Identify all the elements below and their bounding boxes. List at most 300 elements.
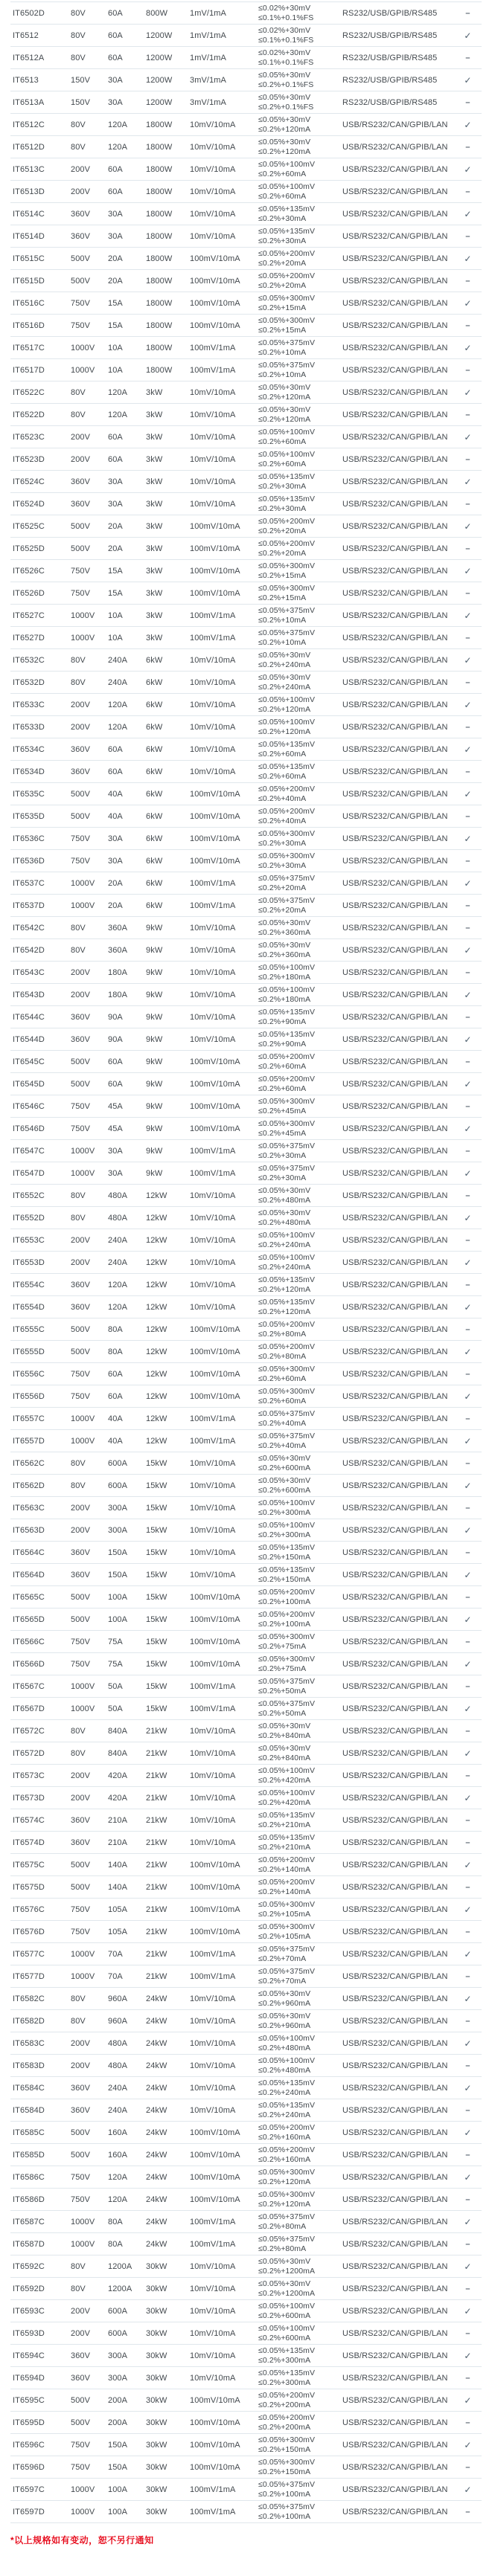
model-cell: IT6535D (13, 811, 45, 821)
voltage-cell: 500V (71, 2418, 91, 2427)
model-cell: IT6572C (13, 1726, 45, 1736)
power-cell: 12kW (146, 1280, 167, 1289)
power-cell: 21kW (146, 1860, 167, 1870)
table-row (10, 1363, 482, 1385)
interfaces-cell: USB/RS232/CAN/GPIB/LAN (342, 1659, 448, 1669)
power-cell: 1800W (146, 298, 173, 308)
model-cell: IT6533C (13, 700, 45, 709)
accuracy-cell (258, 985, 342, 1004)
accuracy-cell (258, 762, 342, 781)
check-icon: ✓ (464, 476, 472, 487)
dash-icon: – (465, 1414, 470, 1423)
dash-icon: – (465, 1548, 470, 1557)
check-icon: ✓ (464, 1301, 472, 1313)
check-icon: ✓ (464, 1391, 472, 1402)
model-cell: IT6534D (13, 767, 45, 776)
current-cell: 60A (108, 30, 123, 40)
accuracy-cell (258, 851, 342, 870)
model-cell: IT6594C (13, 2351, 45, 2360)
accuracy-current-line: ≤0.2%+105mA (258, 1931, 311, 1941)
power-cell: 9kW (146, 1057, 163, 1066)
resolution-cell: 100mV/1mA (190, 1436, 236, 1446)
current-cell: 100A (108, 2485, 128, 2494)
accuracy-current-line: ≤0.2%+180mA (258, 994, 311, 1004)
resolution-cell: 10mV/10mA (190, 945, 236, 955)
voltage-cell: 1000V (71, 2485, 95, 2494)
accuracy-current-line: ≤0.2%+30mA (258, 236, 307, 245)
power-cell: 3kW (146, 521, 163, 531)
voltage-cell: 1000V (71, 611, 95, 620)
resolution-cell: 10mV/10mA (190, 2016, 236, 2026)
interfaces-cell: USB/RS232/CAN/GPIB/LAN (342, 521, 448, 531)
table-row (10, 1318, 482, 1341)
accuracy-cell (258, 338, 342, 357)
voltage-cell: 500V (71, 1347, 91, 1356)
accuracy-cell (258, 2123, 342, 2142)
resolution-cell: 100mV/1mA (190, 1146, 236, 1156)
current-cell: 70A (108, 1949, 123, 1959)
voltage-cell: 80V (71, 410, 86, 419)
dash-icon: – (465, 1815, 470, 1825)
accuracy-current-line: ≤0.2%+20mA (258, 526, 307, 535)
model-cell: IT6517C (13, 343, 45, 352)
accuracy-cell (258, 2413, 342, 2432)
dash-icon: – (465, 2507, 470, 2517)
accuracy-cell (258, 1208, 342, 1227)
accuracy-current-line: ≤0.2%+30mA (258, 503, 307, 513)
accuracy-voltage-line: ≤0.05%+100mV (258, 1788, 316, 1797)
interfaces-cell: USB/RS232/CAN/GPIB/LAN (342, 276, 448, 286)
check-icon: ✓ (464, 253, 472, 264)
resolution-cell: 100mV/1mA (190, 2485, 236, 2494)
accuracy-voltage-line: ≤0.05%+30mV (258, 1476, 311, 1485)
voltage-cell: 500V (71, 1860, 91, 1870)
voltage-cell: 360V (71, 1034, 91, 1044)
accuracy-cell (258, 584, 342, 602)
accuracy-cell (258, 1699, 342, 1718)
interfaces-cell: RS232/USB/GPIB/RS485 (342, 30, 438, 40)
power-cell: 21kW (146, 1815, 167, 1825)
resolution-cell: 100mV/1mA (190, 365, 236, 375)
voltage-cell: 750V (71, 1637, 91, 1646)
accuracy-current-line: ≤0.2%+360mA (258, 950, 311, 959)
current-cell: 120A (108, 722, 128, 732)
table-row (10, 605, 482, 627)
resolution-cell: 100mV/10mA (190, 1659, 240, 1669)
voltage-cell: 360V (71, 1815, 91, 1825)
model-cell: IT6517D (13, 365, 45, 375)
accuracy-voltage-line: ≤0.05%+135mV (258, 495, 316, 503)
interfaces-cell: USB/RS232/CAN/GPIB/LAN (342, 1324, 448, 1334)
voltage-cell: 200V (71, 2328, 91, 2338)
current-cell: 30A (108, 477, 123, 486)
voltage-cell: 360V (71, 209, 91, 219)
model-cell: IT6577D (13, 1971, 45, 1981)
power-cell: 15kW (146, 1704, 167, 1713)
power-cell: 30kW (146, 2351, 167, 2360)
resolution-cell: 1mV/1mA (190, 30, 226, 40)
current-cell: 80A (108, 2217, 123, 2226)
power-cell: 3kW (146, 410, 163, 419)
accuracy-current-line: ≤0.2%+60mA (258, 1083, 307, 1093)
power-cell: 30kW (146, 2418, 167, 2427)
model-cell: IT6542C (13, 923, 45, 933)
voltage-cell: 750V (71, 1391, 91, 1401)
current-cell: 600A (108, 1481, 128, 1490)
voltage-cell: 200V (71, 187, 91, 196)
voltage-cell: 1000V (71, 1949, 95, 1959)
table-row (10, 1921, 482, 1943)
accuracy-voltage-line: ≤0.05%+300mV (258, 2458, 316, 2467)
accuracy-cell (258, 2458, 342, 2476)
dash-icon: – (465, 276, 470, 286)
power-cell: 9kW (146, 1124, 163, 1133)
table-row (10, 1653, 482, 1675)
power-cell: 6kW (146, 744, 163, 754)
voltage-cell: 150V (71, 75, 91, 85)
current-cell: 30A (108, 209, 123, 219)
power-cell: 800W (146, 8, 168, 18)
check-icon: ✓ (464, 1859, 472, 1870)
current-cell: 15A (108, 588, 123, 598)
accuracy-cell (258, 1900, 342, 1919)
accuracy-voltage-line: ≤0.05%+300mV (258, 2168, 316, 2177)
interfaces-cell: USB/RS232/CAN/GPIB/LAN (342, 2083, 448, 2093)
voltage-cell: 750V (71, 1927, 91, 1936)
accuracy-cell (258, 2078, 342, 2097)
table-row (10, 2322, 482, 2345)
table-row (10, 1742, 482, 1765)
accuracy-cell (258, 1253, 342, 1272)
voltage-cell: 360V (71, 2105, 91, 2115)
interfaces-cell: USB/RS232/CAN/GPIB/LAN (342, 209, 448, 219)
power-cell: 12kW (146, 1213, 167, 1223)
check-icon: ✓ (464, 1524, 472, 1536)
accuracy-current-line: ≤0.2%+30mA (258, 1173, 307, 1182)
resolution-cell: 100mV/1mA (190, 2507, 236, 2517)
resolution-cell: 10mV/10mA (190, 1213, 236, 1223)
model-cell: IT6576D (13, 1927, 45, 1936)
resolution-cell: 100mV/10mA (190, 2195, 240, 2204)
table-row (10, 2501, 482, 2523)
check-icon: ✓ (464, 1748, 472, 1759)
interfaces-cell: USB/RS232/CAN/GPIB/LAN (342, 343, 448, 352)
resolution-cell: 100mV/10mA (190, 1882, 240, 1892)
voltage-cell: 360V (71, 2351, 91, 2360)
current-cell: 600A (108, 2306, 128, 2316)
dash-icon: – (465, 365, 470, 375)
model-cell: IT6524C (13, 477, 45, 486)
table-row (10, 2144, 482, 2166)
model-cell: IT6593C (13, 2306, 45, 2316)
table-row (10, 1876, 482, 1899)
accuracy-current-line: ≤0.2%+840mA (258, 1730, 311, 1740)
dash-icon: – (465, 544, 470, 553)
check-icon: ✓ (464, 297, 472, 309)
power-cell: 21kW (146, 1949, 167, 1959)
table-row (10, 1809, 482, 1832)
accuracy-current-line: ≤0.2%+0.1%FS (258, 102, 314, 112)
accuracy-current-line: ≤0.2%+60mA (258, 1374, 307, 1383)
power-cell: 6kW (146, 789, 163, 799)
current-cell: 300A (108, 1503, 128, 1513)
model-cell: IT6573D (13, 1793, 45, 1803)
accuracy-current-line: ≤0.2%+30mA (258, 860, 307, 870)
resolution-cell: 10mV/10mA (190, 2261, 236, 2271)
resolution-cell: 10mV/10mA (190, 1235, 236, 1245)
resolution-cell: 100mV/1mA (190, 343, 236, 352)
current-cell: 30A (108, 75, 123, 85)
interfaces-cell: USB/RS232/CAN/GPIB/LAN (342, 2507, 448, 2517)
table-row (10, 1899, 482, 1921)
accuracy-voltage-line: ≤0.05%+30mV (258, 2012, 311, 2020)
accuracy-cell (258, 1588, 342, 1606)
resolution-cell: 10mV/10mA (190, 1034, 236, 1044)
resolution-cell: 10mV/10mA (190, 1258, 236, 1267)
table-row (10, 2233, 482, 2255)
current-cell: 160A (108, 2150, 128, 2160)
power-cell: 24kW (146, 2128, 167, 2137)
dash-icon: – (465, 856, 470, 866)
voltage-cell: 80V (71, 923, 86, 933)
current-cell: 150A (108, 2462, 128, 2472)
check-icon: ✓ (464, 1993, 472, 2004)
current-cell: 20A (108, 901, 123, 910)
table-row (10, 1564, 482, 1586)
model-cell: IT6555C (13, 1324, 45, 1334)
interfaces-cell: USB/RS232/CAN/GPIB/LAN (342, 588, 448, 598)
accuracy-current-line: ≤0.2%+840mA (258, 1753, 311, 1762)
current-cell: 20A (108, 878, 123, 888)
voltage-cell: 360V (71, 1838, 91, 1847)
interfaces-cell: USB/RS232/CAN/GPIB/LAN (342, 1726, 448, 1736)
check-icon: ✓ (464, 2484, 472, 2495)
accuracy-cell (258, 963, 342, 982)
voltage-cell: 200V (71, 454, 91, 464)
voltage-cell: 200V (71, 700, 91, 709)
power-cell: 9kW (146, 1012, 163, 1022)
accuracy-voltage-line: ≤0.05%+30mV (258, 1744, 311, 1753)
accuracy-current-line: ≤0.2%+15mA (258, 303, 307, 312)
table-row (10, 292, 482, 315)
accuracy-current-line: ≤0.2%+120mA (258, 1307, 311, 1316)
resolution-cell: 100mV/10mA (190, 276, 240, 286)
dash-icon: – (465, 2195, 470, 2204)
interfaces-cell: USB/RS232/CAN/GPIB/LAN (342, 700, 448, 709)
accuracy-current-line: ≤0.2%+1200mA (258, 2266, 316, 2276)
accuracy-voltage-line: ≤0.05%+375mV (258, 1677, 316, 1686)
model-cell: IT6567D (13, 1704, 45, 1713)
voltage-cell: 360V (71, 1012, 91, 1022)
current-cell: 90A (108, 1034, 123, 1044)
model-cell: IT6572D (13, 1748, 45, 1758)
check-icon: ✓ (464, 1948, 472, 1960)
accuracy-cell (258, 1722, 342, 1740)
resolution-cell: 10mV/10mA (190, 1012, 236, 1022)
model-cell: IT6536C (13, 834, 45, 843)
model-cell: IT6566D (13, 1659, 45, 1669)
resolution-cell: 10mV/10mA (190, 1280, 236, 1289)
accuracy-cell (258, 205, 342, 223)
accuracy-cell (258, 1766, 342, 1785)
current-cell: 15A (108, 566, 123, 576)
dash-icon: – (465, 1146, 470, 1156)
model-cell: IT6516D (13, 321, 45, 330)
voltage-cell: 1000V (71, 343, 95, 352)
model-cell: IT6565D (13, 1614, 45, 1624)
model-cell: IT6587C (13, 2217, 45, 2226)
accuracy-voltage-line: ≤0.05%+300mV (258, 294, 316, 303)
accuracy-cell (258, 1298, 342, 1316)
current-cell: 150A (108, 1548, 128, 1557)
resolution-cell: 100mV/10mA (190, 1124, 240, 1133)
accuracy-current-line: ≤0.2%+80mA (258, 2244, 307, 2253)
model-cell: IT6532D (13, 677, 45, 687)
current-cell: 15A (108, 321, 123, 330)
current-cell: 90A (108, 1012, 123, 1022)
power-cell: 12kW (146, 1436, 167, 1446)
power-cell: 6kW (146, 767, 163, 776)
power-cell: 1800W (146, 343, 173, 352)
check-icon: ✓ (464, 2127, 472, 2138)
interfaces-cell: USB/RS232/CAN/GPIB/LAN (342, 1815, 448, 1825)
table-row (10, 2122, 482, 2144)
table-row (10, 672, 482, 694)
power-cell: 1800W (146, 254, 173, 263)
power-cell: 6kW (146, 722, 163, 732)
power-cell: 30kW (146, 2462, 167, 2472)
voltage-cell: 1000V (71, 901, 95, 910)
interfaces-cell: USB/RS232/CAN/GPIB/LAN (342, 1057, 448, 1066)
accuracy-voltage-line: ≤0.05%+100mV (258, 1231, 316, 1240)
accuracy-voltage-line: ≤0.05%+300mV (258, 1097, 316, 1106)
resolution-cell: 10mV/10mA (190, 499, 236, 509)
power-cell: 1800W (146, 231, 173, 241)
voltage-cell: 360V (71, 744, 91, 754)
accuracy-cell (258, 71, 342, 89)
model-cell: IT6563D (13, 1525, 45, 1535)
accuracy-cell (258, 2145, 342, 2164)
voltage-cell: 750V (71, 856, 91, 866)
accuracy-voltage-line: ≤0.05%+135mV (258, 1275, 316, 1284)
accuracy-current-line: ≤0.2%+100mA (258, 1597, 311, 1606)
accuracy-voltage-line: ≤0.05%+200mV (258, 2123, 316, 2132)
resolution-cell: 10mV/10mA (190, 477, 236, 486)
accuracy-cell (258, 2391, 342, 2409)
check-icon: ✓ (464, 2171, 472, 2183)
dash-icon: – (465, 1280, 470, 1289)
power-cell: 12kW (146, 1235, 167, 1245)
resolution-cell: 10mV/10mA (190, 2083, 236, 2093)
accuracy-current-line: ≤0.2%+960mA (258, 1998, 311, 2008)
current-cell: 120A (108, 142, 128, 152)
power-cell: 21kW (146, 1726, 167, 1736)
accuracy-current-line: ≤0.2%+100mA (258, 1619, 311, 1629)
current-cell: 50A (108, 1681, 123, 1691)
accuracy-current-line: ≤0.2%+150mA (258, 1552, 311, 1562)
accuracy-voltage-line: ≤0.05%+300mV (258, 2190, 316, 2199)
model-cell: IT6596C (13, 2440, 45, 2450)
accuracy-voltage-line: ≤0.05%+135mV (258, 2346, 316, 2355)
accuracy-voltage-line: ≤0.05%+30mV (258, 115, 311, 124)
accuracy-cell (258, 383, 342, 402)
accuracy-voltage-line: ≤0.05%+200mV (258, 2391, 316, 2400)
accuracy-voltage-line: ≤0.05%+30mV (258, 1454, 311, 1463)
interfaces-cell: USB/RS232/CAN/GPIB/LAN (342, 2061, 448, 2070)
table-row (10, 1988, 482, 2010)
accuracy-cell (258, 1498, 342, 1517)
current-cell: 60A (108, 164, 123, 174)
resolution-cell: 10mV/10mA (190, 142, 236, 152)
check-icon: ✓ (464, 1569, 472, 1580)
dash-icon: – (465, 1324, 470, 1334)
table-row (10, 1095, 482, 1118)
accuracy-voltage-line: ≤0.05%+30mV (258, 138, 311, 146)
power-cell: 12kW (146, 1369, 167, 1379)
power-cell: 21kW (146, 1904, 167, 1914)
interfaces-cell: USB/RS232/CAN/GPIB/LAN (342, 142, 448, 152)
voltage-cell: 750V (71, 1904, 91, 1914)
accuracy-voltage-line: ≤0.05%+30mV (258, 941, 311, 950)
accuracy-cell (258, 1432, 342, 1450)
interfaces-cell: USB/RS232/CAN/GPIB/LAN (342, 1548, 448, 1557)
accuracy-voltage-line: ≤0.05%+300mV (258, 1365, 316, 1374)
power-cell: 21kW (146, 1882, 167, 1892)
accuracy-current-line: ≤0.2%+15mA (258, 325, 307, 335)
power-cell: 9kW (146, 1034, 163, 1044)
resolution-cell: 100mV/10mA (190, 1614, 240, 1624)
interfaces-cell: USB/RS232/CAN/GPIB/LAN (342, 1838, 448, 1847)
model-cell: IT6592D (13, 2284, 45, 2293)
interfaces-cell: USB/RS232/CAN/GPIB/LAN (342, 633, 448, 643)
power-cell: 30kW (146, 2485, 167, 2494)
check-icon: ✓ (464, 1703, 472, 1714)
dash-icon: – (465, 454, 470, 464)
power-cell: 9kW (146, 1168, 163, 1178)
dash-icon: – (465, 2328, 470, 2338)
interfaces-cell: USB/RS232/CAN/GPIB/LAN (342, 1369, 448, 1379)
table-row (10, 939, 482, 962)
table-row (10, 828, 482, 850)
resolution-cell: 10mV/10mA (190, 2373, 236, 2383)
voltage-cell: 1000V (71, 2217, 95, 2226)
model-cell: IT6564D (13, 1570, 45, 1580)
accuracy-current-line: ≤0.2%+120mA (258, 704, 311, 714)
resolution-cell: 10mV/10mA (190, 1771, 236, 1780)
voltage-cell: 200V (71, 2061, 91, 2070)
table-row (10, 158, 482, 181)
interfaces-cell: USB/RS232/CAN/GPIB/LAN (342, 2016, 448, 2026)
interfaces-cell: USB/RS232/CAN/GPIB/LAN (342, 2395, 448, 2405)
model-cell: IT6594D (13, 2373, 45, 2383)
model-cell: IT6544D (13, 1034, 45, 1044)
model-cell: IT6556D (13, 1391, 45, 1401)
voltage-cell: 360V (71, 499, 91, 509)
current-cell: 120A (108, 2172, 128, 2182)
accuracy-current-line: ≤0.2%+90mA (258, 1039, 307, 1049)
check-icon: ✓ (464, 1435, 472, 1446)
accuracy-voltage-line: ≤0.05%+135mV (258, 1565, 316, 1574)
accuracy-current-line: ≤0.2%+70mA (258, 1954, 307, 1963)
table-row (10, 850, 482, 872)
model-cell: IT6593D (13, 2328, 45, 2338)
accuracy-current-line: ≤0.2%+20mA (258, 548, 307, 558)
interfaces-cell: USB/RS232/CAN/GPIB/LAN (342, 811, 448, 821)
model-cell: IT6546D (13, 1124, 45, 1133)
accuracy-voltage-line: ≤0.05%+300mV (258, 1655, 316, 1664)
power-cell: 15kW (146, 1458, 167, 1468)
accuracy-voltage-line: ≤0.05%+300mV (258, 1119, 316, 1128)
